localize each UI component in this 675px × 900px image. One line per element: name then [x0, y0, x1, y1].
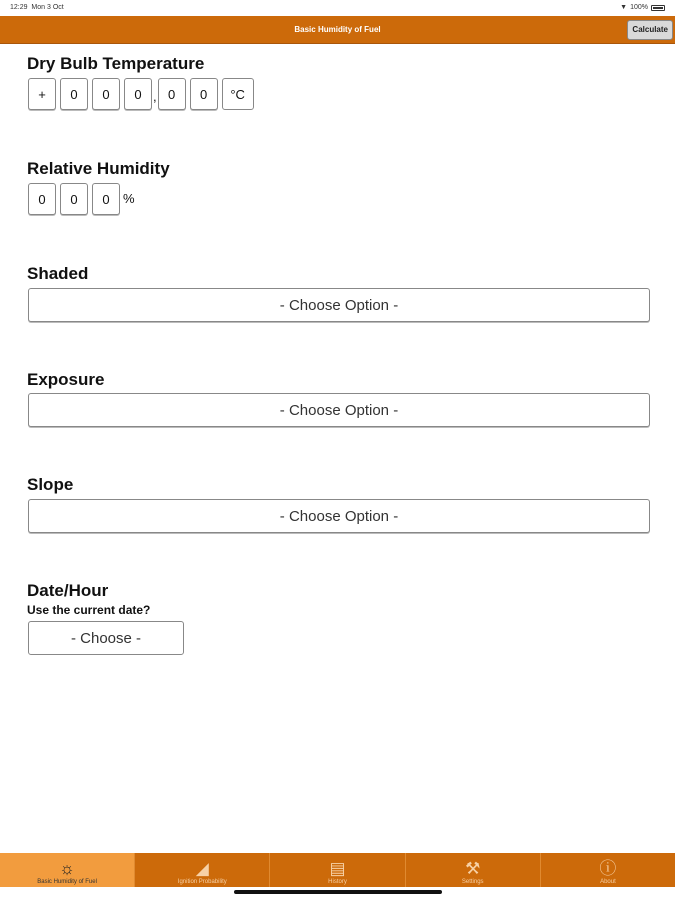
page-title: Basic Humidity of Fuel: [294, 25, 381, 34]
exposure-label: Exposure: [27, 370, 105, 389]
temp-digit-4[interactable]: 0: [158, 78, 186, 110]
status-time: 12:29: [10, 4, 28, 11]
dry-bulb-label: Dry Bulb Temperature: [27, 54, 205, 73]
tab-label: About: [600, 879, 616, 885]
slope-select[interactable]: - Choose Option -: [28, 499, 650, 533]
sun-icon: ☼: [59, 859, 75, 878]
calculate-button[interactable]: Calculate: [627, 20, 673, 40]
tab-about[interactable]: [541, 853, 675, 887]
tab-bar: [0, 853, 675, 887]
temp-digit-3[interactable]: 0: [124, 78, 152, 110]
humidity-digit-2[interactable]: 0: [60, 183, 88, 215]
temp-digit-1[interactable]: 0: [60, 78, 88, 110]
nav-bar: [0, 16, 675, 44]
tab-history[interactable]: [270, 853, 405, 887]
tab-settings[interactable]: [406, 853, 541, 887]
status-indicators: [620, 4, 665, 11]
humidity-label: Relative Humidity: [27, 159, 170, 178]
battery-icon: [651, 5, 665, 11]
sign-toggle[interactable]: +: [28, 78, 56, 110]
exposure-select[interactable]: - Choose Option -: [28, 393, 650, 427]
chart-icon: ◢: [195, 859, 209, 878]
wifi-icon: ▼: [620, 4, 628, 11]
battery-percent: 100%: [630, 4, 648, 11]
decimal-separator: ,: [153, 89, 157, 104]
dry-bulb-input: [28, 78, 254, 110]
tab-label: Ignition Probability: [177, 879, 227, 885]
temp-unit-button[interactable]: °C: [222, 78, 254, 110]
tab-ignition-probability[interactable]: [135, 853, 270, 887]
humidity-digit-3[interactable]: 0: [92, 183, 120, 215]
current-date-select[interactable]: - Choose -: [28, 621, 184, 655]
slope-label: Slope: [27, 475, 74, 494]
current-date-question: Use the current date?: [27, 603, 151, 617]
tab-label: History: [328, 879, 347, 885]
shaded-label: Shaded: [27, 264, 89, 283]
status-date: Mon 3 Oct: [31, 4, 64, 11]
humidity-input: [28, 183, 135, 215]
temp-digit-2[interactable]: 0: [92, 78, 120, 110]
temp-digit-5[interactable]: 0: [190, 78, 218, 110]
info-icon: ⓘ: [599, 859, 617, 878]
tools-icon: ⚒: [465, 859, 481, 878]
home-indicator: [234, 890, 442, 894]
shaded-select[interactable]: - Choose Option -: [28, 288, 650, 322]
date-hour-label: Date/Hour: [27, 581, 109, 600]
tab-basic-humidity[interactable]: [0, 853, 135, 887]
status-time-date: [10, 4, 64, 11]
tab-label: Basic Humidity of Fuel: [37, 879, 97, 885]
tab-label: Settings: [461, 879, 484, 885]
clipboard-icon: ▤: [329, 859, 346, 878]
humidity-digit-1[interactable]: 0: [28, 183, 56, 215]
humidity-unit: %: [123, 191, 135, 206]
status-bar: [0, 0, 675, 16]
